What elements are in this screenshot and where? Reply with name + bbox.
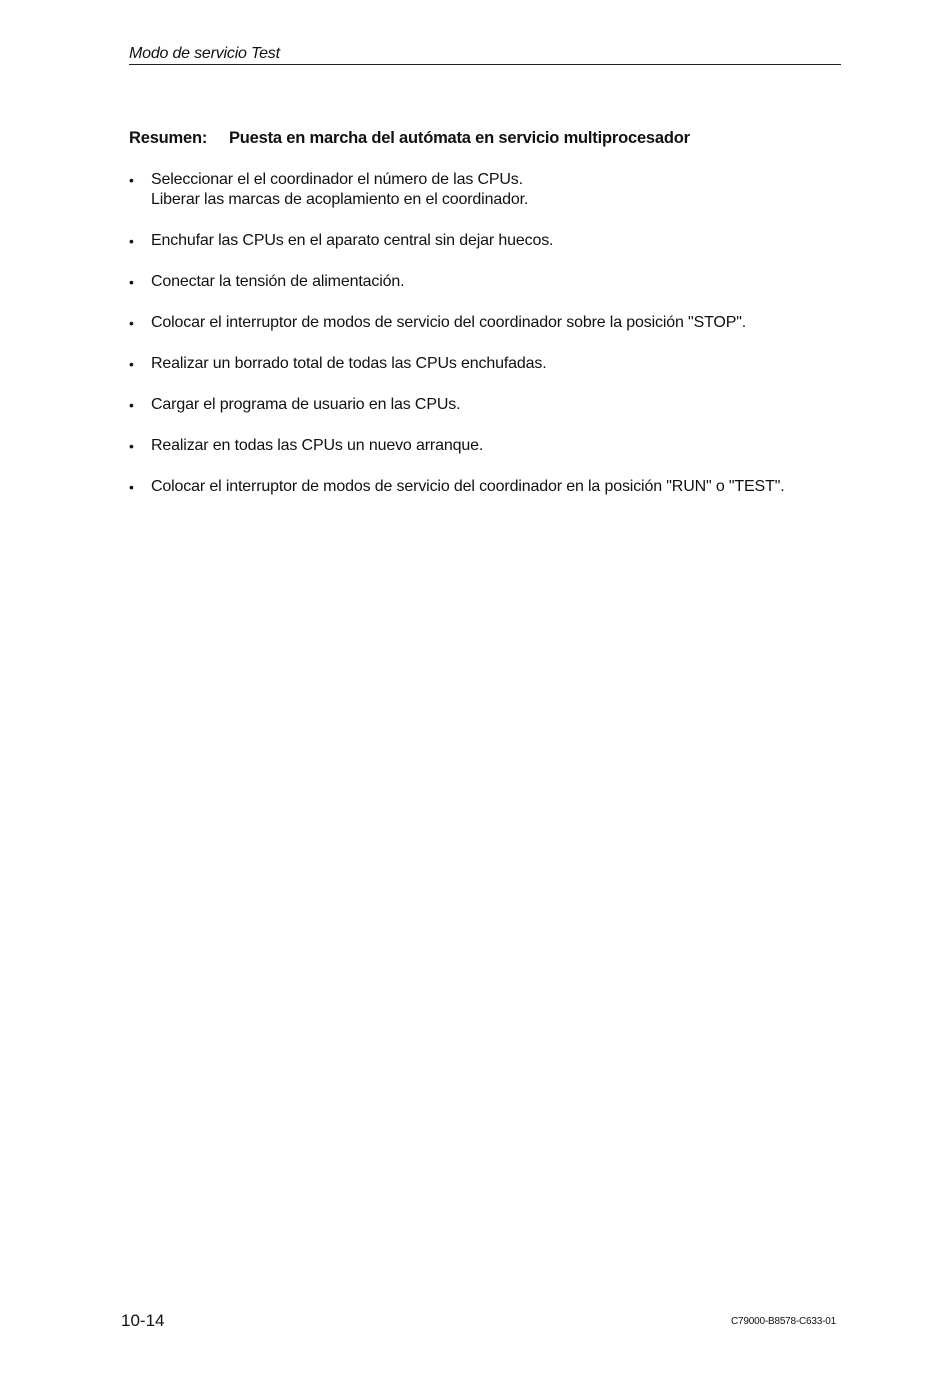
page-footer	[121, 1310, 836, 1336]
step-item	[129, 436, 849, 456]
bullet-icon: •	[129, 397, 134, 413]
step-item	[129, 231, 849, 251]
bullet-icon: •	[129, 315, 134, 331]
step-text: Enchufar las CPUs en el aparato central sin dejar huecos.	[151, 232, 554, 249]
startup-step-list	[129, 170, 849, 518]
step-text: Liberar las marcas de acoplamiento en el coordinador.	[151, 191, 529, 208]
summary-heading	[129, 128, 690, 148]
step-text: Colocar el interruptor de modos de servicio del coordinador sobre la posición "STOP".	[151, 314, 747, 331]
step-item	[129, 477, 849, 497]
step-item	[129, 272, 849, 292]
bullet-icon: •	[129, 438, 134, 454]
step-text: Conectar la tensión de alimentación.	[151, 273, 405, 290]
bullet-icon: •	[129, 172, 134, 188]
page-number: 10-14	[121, 1311, 165, 1330]
step-text: Cargar el programa de usuario en las CPUs.	[151, 396, 461, 413]
bullet-icon: •	[129, 274, 134, 290]
summary-label: Resumen:	[129, 129, 208, 147]
document-code: C79000-B8578-C633-01	[731, 1316, 836, 1327]
step-item	[129, 354, 849, 374]
bullet-icon: •	[129, 233, 134, 249]
step-text: Seleccionar el el coordinador el número de las CPUs.	[151, 171, 523, 188]
step-item	[129, 313, 849, 333]
step-text: Realizar en todas las CPUs un nuevo arranque.	[151, 437, 484, 454]
page-header	[129, 44, 841, 65]
summary-title: Puesta en marcha del autómata en servicio multiprocesador	[229, 129, 690, 147]
step-item	[129, 170, 849, 210]
bullet-icon: •	[129, 356, 134, 372]
running-header-title: Modo de servicio Test	[129, 45, 280, 62]
bullet-icon: •	[129, 479, 134, 495]
step-text: Realizar un borrado total de todas las CPUs enchufadas.	[151, 355, 547, 372]
step-text: Colocar el interruptor de modos de servicio del coordinador en la posición "RUN" o "TEST".	[151, 478, 785, 495]
step-item	[129, 395, 849, 415]
